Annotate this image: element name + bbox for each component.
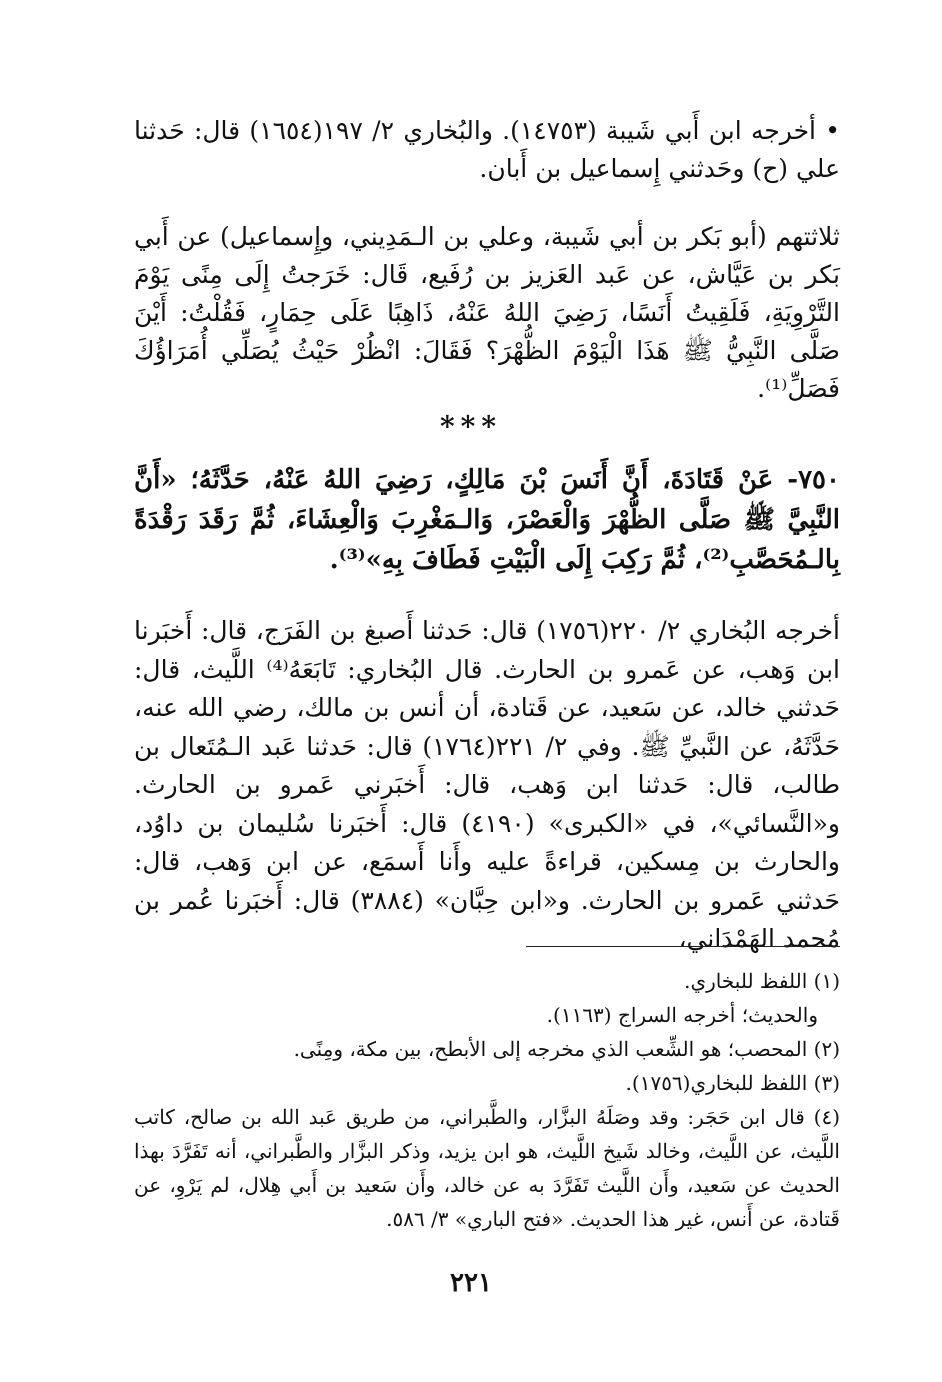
footnote-1: (١) اللفظ للبخاري.	[684, 969, 840, 993]
takhrij-paragraph-1: • أخرجه ابن أَبي شَيبة (١٤٧٥٣). والبُخاري ٢/ ١٩٧(١٦٥٤) قال: حَدثنا علي (ح) وحَدثني إِسماعيل بن أَبان.	[134, 116, 841, 183]
footnote-3: (٣) اللفظ للبخاري(١٧٥٦).	[625, 1071, 840, 1095]
footnote-4: (٤) قال ابن حَجَر: وقد وصَلَهُ البزَّار، والطَّبراني، من طريق عَبد الله بن صالح، كاتب اللَّيث، عن اللَّيث، وخالد شَيخ اللَّيث، هو ابن يزيد، وذكر البزَّار والطَّبراني، أنه تَفَرَّدَ بهذا الحديث عن سَعيد، وأَن اللَّيث تَفَرَّدَ به عن خالد، وأَن سَعيد بن أَبي هِلال، لم يَرْوِ، عن قَتادة، عن أَنس، غير هذا الحديث. «فتح الباري» ٣/ ٥٨٦.	[134, 1105, 840, 1231]
section-separator: ***	[440, 410, 502, 443]
footnote-divider	[526, 946, 840, 947]
footnotes	[134, 964, 840, 1236]
hadith-750	[134, 460, 840, 580]
footnote-1-continuation: والحديث؛ أخرجه السراج (١١٦٣).	[546, 1003, 818, 1027]
footnote-2: (٢) المحصب؛ هو الشِّعب الذي مخرجه إلى الأبطح، بين مكة، ومِنًى.	[293, 1037, 840, 1061]
takhrij-paragraph-2: أخرجه البُخاري ٢/ ٢٢٠(١٧٥٦) قال: حَدثنا أَصبغ بن الفَرَج، قال: أَخبَرنا ابن وَهب، عن عَمرو بن الحارث. قال البُخاري: تَابَعَهُ⁽⁴⁾ اللَّيث، قال: حَدثني خالد، عن سَعيد، عن قَتادة، أن أنس بن مالك، رضي الله عنه، حَدَّثَهُ، عن النَّبيِّ ﷺ. وفي ٢/ ٢٢١(١٧٦٤) قال: حَدثنا عَبد الـمُتَعال بن طالب، قال: حَدثنا ابن وَهب، قال: أَخبَرني عَمرو بن الحارث. و«النَّسائي»، في «الكبرى» (٤١٩٠) قال: أَخبَرنا سُليمان بن داوُد، والحارث بن مِسكين، قراءةً عليه وأَنا أَسمَع، عن ابن وَهب، قال: حَدثني عَمرو بن الحارث. و«ابن حِبَّان» (٣٨٨٤) قال: أَخبَرنا عُمر بن مُحمد الهَمْدَاني،	[134, 616, 841, 953]
hadith-number: ٧٥٠-	[787, 465, 840, 495]
isnad-paragraph: ثلاثتهم (أبو بَكر بن أبي شَيبة، وعلي بن الـمَدِيني، وإِسماعيل) عن أَبي بَكر بن عَيَّاش، عن عَبد العَزيز بن رُفَيع، قَال: خَرَجتُ إِلَى مِنًى يَوْمَ التَّرْوِيَةِ، فَلَقِيتُ أَنَسًا، رَضِيَ اللهُ عَنْهُ، ذَاهِبًا عَلَى حِمَارٍ، فَقُلْتُ: أَيْنَ صَلَّى النَّبِيُّ ﷺ هَذَا الْيَوْمَ الظُّهْرَ؟ فَقَالَ: انْظُرْ حَيْثُ يُصَلِّي أُمَرَاؤُكَ فَصَلِّ⁽¹⁾.	[134, 222, 840, 403]
page-number: ٢٢١	[450, 1268, 492, 1298]
hadith-text: عَنْ قَتَادَةَ، أَنَّ أَنَسَ بْنَ مَالِكٍ، رَضِيَ اللهُ عَنْهُ، حَدَّثَهُ؛ «أَنَّ النَّبِيَّ ﷺ صَلَّى الظُّهْرَ وَالْعَصْرَ، وَالـمَغْرِبَ وَالْعِشَاءَ، ثُمَّ رَقَدَ رَقْدَةً بِالـمُحَصَّبِ⁽²⁾، ثُمَّ رَكِبَ إِلَى الْبَيْتِ فَطَافَ بِهِ»⁽³⁾.	[134, 465, 840, 575]
